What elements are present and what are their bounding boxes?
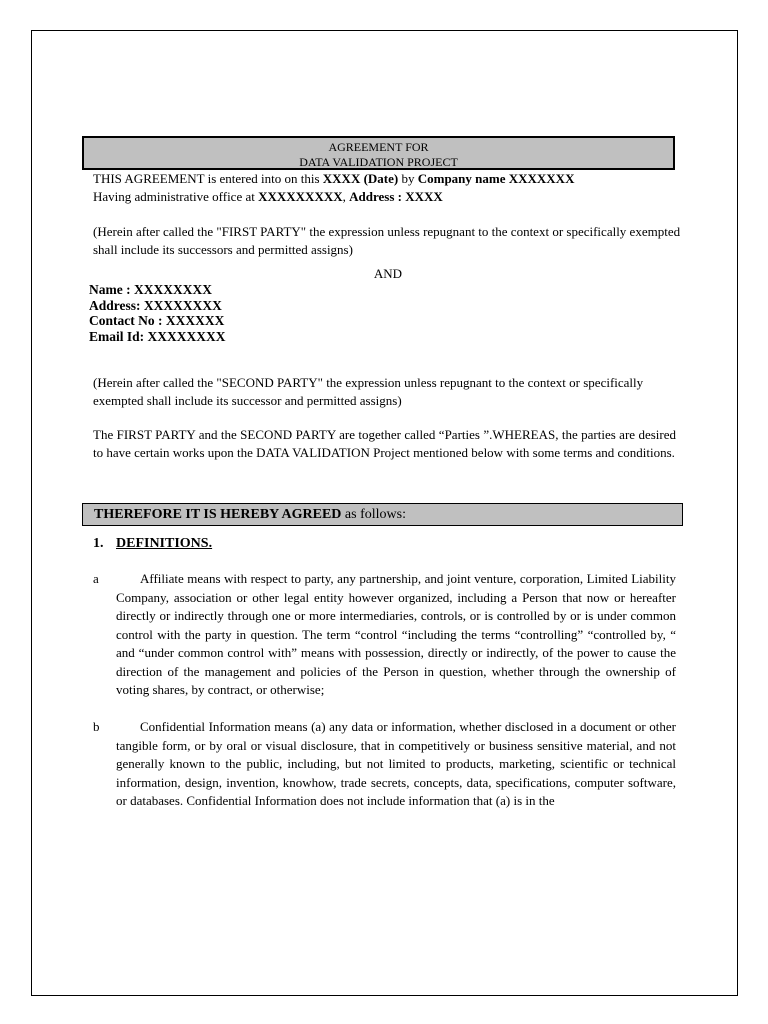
agreement-title-line-1: AGREEMENT FOR: [328, 140, 429, 154]
first-party-note: (Herein after called the "FIRST PARTY" the expression unless repugnant to the context or specifically exempted shall include its successors and permitted assigns): [93, 224, 681, 257]
second-party-address: Address: XXXXXXXX: [89, 297, 222, 313]
and-separator: AND: [373, 266, 403, 281]
second-party-email: Email Id: XXXXXXXX: [89, 328, 226, 344]
intro-by: by: [398, 171, 418, 186]
office-separator: ,: [342, 188, 350, 204]
intro-line-1: [93, 170, 683, 188]
intro-paragraph: [93, 170, 683, 205]
definition-item-confidential: Confidential Information means (a) any data or information, whether disclosed in a document or other tangible form, or by oral or visual disclosure, that in competitively or business sensitive material, and not generally known to the public, including, but not limited to products, marketing, scientific or technical information, design, invention, knowhow, trade secrets, concepts, data, specifications, computer software, or databases. Confidential Information does not include information that (a) is in the: [116, 719, 676, 808]
office-name: XXXXXXXXX: [258, 188, 343, 204]
agreed-heading-rest: as follows:: [341, 507, 406, 522]
agreed-heading-box: [82, 503, 683, 526]
intro-line-2: [93, 188, 683, 206]
intro-prefix: THIS AGREEMENT is entered into on this: [93, 171, 323, 186]
definition-item-affiliate: Affiliate means with respect to party, any partnership, and joint venture, corporation, Limited Liability Company, association or other legal entity however organized, including a Person that now or hereafter directly or indirectly through one or more intermediaries, controls, or is controlled by or is under common control with the party in question. The term “control “including the terms “controlling” “controlled by, “ and “under common control with” means with possession, directly or indirectly, of the power to cause the direction of the management and policies of the Person in question, whether through the ownership of voting shares, by contract, or otherwise;: [116, 571, 676, 697]
office-address: Address : XXXX: [349, 188, 443, 204]
office-prefix: Having administrative office at: [93, 188, 259, 204]
second-party-details: [89, 282, 489, 344]
agreed-heading-bold: THEREFORE IT IS HEREBY AGREED: [94, 507, 342, 522]
definitions-title: DEFINITIONS.: [116, 536, 213, 551]
definition-item-letter-a: a: [93, 571, 99, 586]
second-party-contact: Contact No : XXXXXX: [89, 313, 225, 328]
second-party-name: Name : XXXXXXXX: [89, 282, 212, 297]
agreement-title-box: [82, 136, 675, 170]
definitions-number: 1.: [93, 536, 104, 551]
agreement-title-line-2: DATA VALIDATION PROJECT: [299, 155, 458, 169]
definition-item-letter-b: b: [93, 719, 100, 734]
parties-paragraph: The FIRST PARTY and the SECOND PARTY are together called “Parties ”.WHEREAS, the parties are desired to have certain works upon the DATA VALIDATION Project mentioned below with some terms and conditions.: [93, 427, 676, 460]
agreement-date: XXXX (Date): [322, 171, 399, 186]
second-party-note: (Herein after called the "SECOND PARTY" the expression unless repugnant to the context or specifically exempted shall include its successor and permitted assigns): [93, 375, 644, 408]
company-name: Company name XXXXXXX: [417, 171, 575, 186]
